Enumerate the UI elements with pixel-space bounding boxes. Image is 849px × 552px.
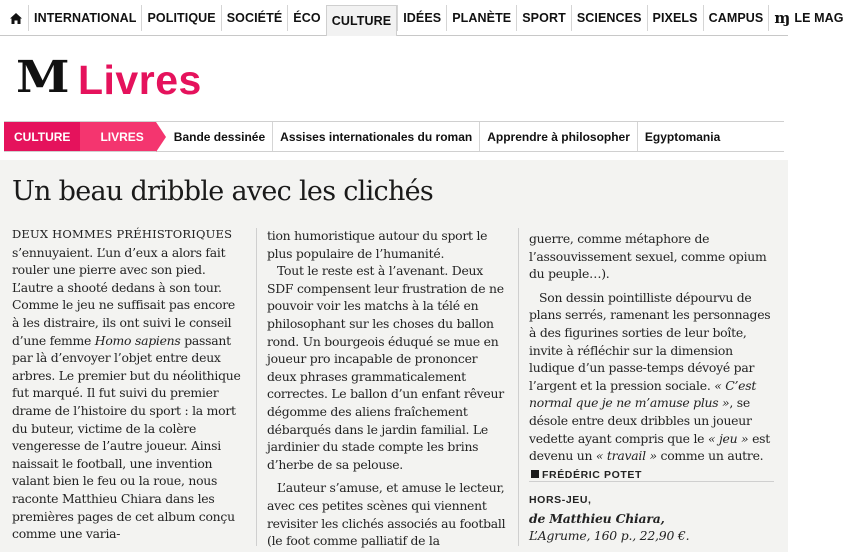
column-2-p2: Tout le reste est à l’avenant. Deux SDF compensent leur frustration de ne pouvoir voir les matchs à la télé en philosophant sur les choses du ballon rond. Un bourgeois éduqué se mue en joueur pro incapable de prononcer deux phrases grammaticalement correctes. Le ballon d’un enfant rêveur dégomme des aliens fraîchement débarqués dans le jardin familial. Le jardinier du stade compte les brins d’herbe de sa pelouse.: [267, 263, 504, 472]
article-author: FRÉDÉRIC POTET: [542, 468, 642, 481]
nav-planete[interactable]: PLANÈTE: [446, 5, 516, 31]
section-title: Livres: [78, 57, 202, 103]
nav-idees[interactable]: IDÉES: [397, 5, 446, 31]
quote-2: « jeu »: [707, 430, 749, 446]
nav-societe[interactable]: SOCIÉTÉ: [221, 5, 288, 31]
column-3-p1: guerre, comme métaphore de l’assouvissement sexuel, comme opium du peuple…).: [529, 231, 767, 282]
article-column-3: [529, 230, 774, 484]
nav-pixels[interactable]: PIXELS: [647, 5, 703, 31]
column-2-p3: L’auteur s’amuse, et amuse le lecteur, avec ces petites scènes qui viennent revisiter les clichés associés au football (le foot comme palliatif de la: [267, 480, 506, 549]
book-author: de Matthieu Chiara,: [529, 510, 665, 526]
article-headline: Un beau dribble avec les clichés: [12, 176, 434, 207]
quote-1: « C’est normal que je ne m’amuse plus »: [529, 377, 757, 411]
column-divider: [518, 228, 519, 546]
column-1-text-b: passant par là d’envoyer l’objet entre deux arbres. Le premier but du néolithique fut marqué. Il fut suivi du premier drame de l’histoire du sport : la mort du buteur, victime de la colère vengeresse de l’autre joueur. Ainsi naissait le football, une invention valant bien le feu ou la roue, nous raconte Matthieu Chiara dans les premières pages de cet album conçu comme une varia-: [12, 332, 241, 542]
sub-navigation: [4, 121, 784, 152]
column-1-italic: Homo sapiens: [94, 332, 181, 348]
le-monde-logo[interactable]: M: [16, 52, 70, 103]
nav-politique[interactable]: POLITIQUE: [141, 5, 220, 31]
nav-eco[interactable]: ÉCO: [287, 5, 325, 31]
subnav-assises-roman[interactable]: Assises internationales du roman: [272, 122, 479, 151]
book-info: [529, 481, 774, 545]
nav-international[interactable]: INTERNATIONAL: [28, 5, 141, 31]
nav-sciences[interactable]: SCIENCES: [571, 5, 647, 31]
article-column-1: [12, 225, 244, 543]
book-publisher: L’Agrume, 160 p., 22,90 €.: [529, 528, 690, 544]
subnav-culture[interactable]: CULTURE: [4, 122, 80, 151]
column-divider: [256, 228, 257, 546]
nav-sport[interactable]: SPORT: [516, 5, 571, 31]
subnav-livres[interactable]: LIVRES: [80, 122, 155, 151]
top-navigation-items: [4, 5, 849, 31]
nav-campus[interactable]: CAMPUS: [703, 5, 769, 31]
subnav-egyptomania[interactable]: Egyptomania: [637, 122, 727, 151]
nav-culture[interactable]: CULTURE: [326, 5, 398, 36]
column-3-text-d: comme un autre.: [656, 448, 764, 464]
book-title: HORS-JEU,: [529, 494, 592, 506]
column-1-text-a: s’ennuyaient. L’un d’eux a alors fait rouler une pierre avec son pied. L’autre a shooté dedans à son tour. Comme le jeu ne suffisait pas encore à les distraire, ils ont suivi le conseil d’une femme: [12, 244, 235, 348]
nav-le-mag[interactable]: [768, 5, 848, 31]
subnav-bande-dessinee[interactable]: Bande dessinée: [173, 129, 266, 144]
column-3-text-c: est devenu un: [529, 430, 770, 464]
subnav-apprendre-philosopher[interactable]: Apprendre à philosopher: [479, 122, 637, 151]
article-column-2: [267, 227, 507, 550]
lead-caps: DEUX HOMMES PRÉHISTORIQUES: [12, 227, 233, 241]
le-mag-label: LE MAG: [794, 11, 844, 25]
home-icon-glyph: [10, 13, 22, 24]
column-3-text-b: , se désole entre deux dribbles un joueur vedette ayant compris que le: [529, 395, 752, 446]
le-mag-logo: ɱ: [774, 9, 791, 27]
article: [0, 160, 788, 552]
column-1-text: [12, 225, 244, 543]
column-2-p1: tion humoristique autour du sport le plus populaire de l’humanité.: [267, 228, 488, 261]
top-navigation: [0, 0, 844, 36]
column-3-text-a: Son dessin pointilliste dépourvu de plans serrés, ramenant les personnages à des figurines sorties de leur boîte, invite à réfléchir sur la dimension ludique d’un passe-temps dévoyé par l’argent et la pression sociale.: [529, 289, 771, 393]
home-icon[interactable]: [4, 5, 28, 31]
column-3-p2: [529, 289, 774, 485]
quote-3: « travail »: [595, 448, 657, 464]
author-square-icon: [531, 470, 539, 478]
